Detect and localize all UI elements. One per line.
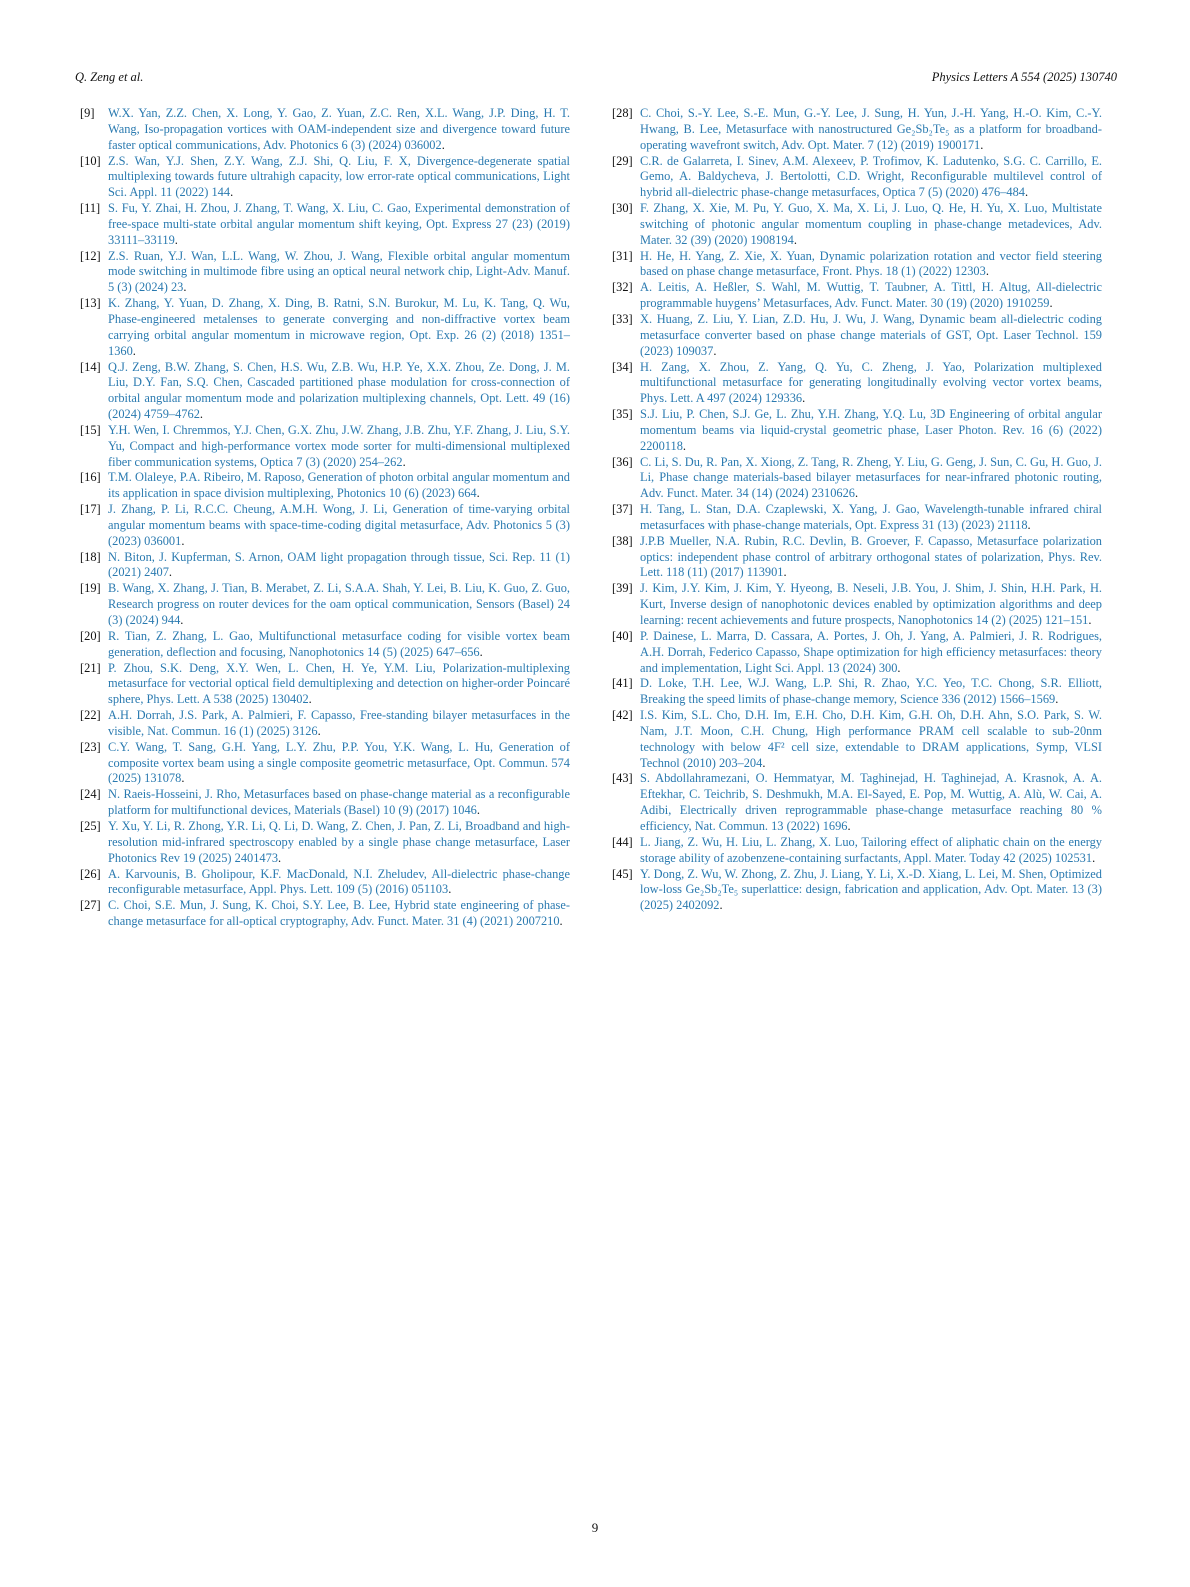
reference-number: [17]: [80, 502, 101, 517]
reference-number: [10]: [80, 153, 101, 168]
reference-item: [19] B. Wang, X. Zhang, J. Tian, B. Merabet, Z. Li, S.A.A. Shah, Y. Lei, B. Liu, K. Guo, Z. Guo, Research progress on router devices for the oam optical communication, Sensors (Basel) 24 (3) (2024) 944.: [80, 581, 570, 627]
reference-link[interactable]: S. Abdollahramezani, O. Hemmatyar, M. Taghinejad, H. Taghinejad, A. Krasnok, A. A. Eftekhar, C. Teichrib, S. Deshmukh, M.A. El-Sayed, E. Pop, M. Wuttig, A. Alù, W. Cai, A. Adibi, Electrically driven reprogrammable phase-change metasurface reaching 80 % efficiency, Nat. Commun. 13 (2022) 1696: [640, 771, 1102, 833]
reference-number: [35]: [612, 407, 633, 422]
reference-number: [18]: [80, 549, 101, 564]
reference-item: [16] T.M. Olaleye, P.A. Ribeiro, M. Raposo, Generation of photon orbital angular momentum and its application in space division multiplexing, Photonics 10 (6) (2023) 664.: [80, 470, 570, 501]
reference-number: [19]: [80, 581, 101, 596]
reference-link[interactable]: H. Tang, L. Stan, D.A. Czaplewski, X. Yang, J. Gao, Wavelength-tunable infrared chiral metasurfaces with phase-change materials, Opt. Express 31 (13) (2023) 21118: [640, 502, 1102, 532]
reference-item: [17] J. Zhang, P. Li, R.C.C. Cheung, A.M.H. Wong, J. Li, Generation of time-varying orbital angular momentum beams with space-time-coding digital metasurface, Adv. Photonics 5 (3) (2023) 036001.: [80, 502, 570, 548]
reference-link[interactable]: Y. Xu, Y. Li, R. Zhong, Y.R. Li, Q. Li, D. Wang, Z. Chen, J. Pan, Z. Li, Broadband and high-resolution mid-infrared spectroscopy enabled by a single phase change metasurface, Laser Photonics Rev 19 (2025) 2401473: [108, 818, 570, 865]
reference-number: [23]: [80, 739, 101, 754]
reference-item: [37] H. Tang, L. Stan, D.A. Czaplewski, X. Yang, J. Gao, Wavelength-tunable infrared chiral metasurfaces with phase-change materials, Opt. Express 31 (13) (2023) 21118.: [612, 502, 1102, 532]
reference-link[interactable]: J. Zhang, P. Li, R.C.C. Cheung, A.M.H. Wong, J. Li, Generation of time-varying orbital angular momentum beams with space-time-coding digital metasurface, Adv. Photonics 5 (3) (2023) 036001: [108, 502, 570, 548]
reference-link[interactable]: Y.H. Wen, I. Chremmos, Y.J. Chen, G.X. Zhu, J.W. Zhang, J.B. Zhu, Y.F. Zhang, J. Liu, S.Y. Yu, Compact and high-performance vortex mode sorter for multi-dimensional multiplexed fiber communication systems, Optica 7 (3) (2020) 254–262: [108, 422, 570, 469]
reference-item: [31] H. He, H. Yang, Z. Xie, X. Yuan, Dynamic polarization rotation and vector field steering based on phase change metasurface, Front. Phys. 18 (1) (2022) 12303.: [612, 248, 1102, 279]
reference-number: [43]: [612, 771, 633, 786]
reference-link[interactable]: B. Wang, X. Zhang, J. Tian, B. Merabet, Z. Li, S.A.A. Shah, Y. Lei, B. Liu, K. Guo, Z. Guo, Research progress on router devices for the oam optical communication, Sensors (Basel) 24 (3) (2024) 944: [108, 581, 570, 627]
reference-number: [39]: [612, 581, 633, 596]
reference-item: [36] C. Li, S. Du, R. Pan, X. Xiong, Z. Tang, R. Zheng, Y. Liu, G. Geng, J. Sun, C. Gu, H. Guo, J. Li, Phase change materials-based bilayer metasurfaces for near-infrared photonic routing, Adv. Funct. Mater. 34 (14) (2024) 2310626.: [612, 454, 1102, 501]
reference-link[interactable]: L. Jiang, Z. Wu, H. Liu, L. Zhang, X. Luo, Tailoring effect of aliphatic chain on the energy storage ability of azobenzene-containing surfactants, Appl. Mater. Today 42 (2025) 102531: [640, 834, 1102, 865]
reference-link[interactable]: Q.J. Zeng, B.W. Zhang, S. Chen, H.S. Wu, Z.B. Wu, H.P. Ye, X.X. Zhou, Ze. Dong, J. M. Liu, D.Y. Fan, S.Q. Chen, Cascaded partitioned phase modulation for cross-connection of orbital angular momentum mode and polarization multiplexing channels, Opt. Lett. 49 (16) (2024) 4759–4762: [108, 359, 570, 422]
reference-link[interactable]: D. Loke, T.H. Lee, W.J. Wang, L.P. Shi, R. Zhao, Y.C. Yeo, T.C. Chong, S.R. Elliott, Breaking the speed limits of phase-change memory, Science 336 (2012) 1566–1569: [640, 676, 1102, 707]
reference-number: [31]: [612, 248, 633, 263]
reference-item: [41] D. Loke, T.H. Lee, W.J. Wang, L.P. Shi, R. Zhao, Y.C. Yeo, T.C. Chong, S.R. Elliott, Breaking the speed limits of phase-change memory, Science 336 (2012) 1566–1569.: [612, 676, 1102, 707]
reference-item: [9] W.X. Yan, Z.Z. Chen, X. Long, Y. Gao, Z. Yuan, Z.C. Ren, X.L. Wang, J.P. Ding, H. T. Wang, Iso-propagation vortices with OAM-independent size and divergence toward future faster optical communications, Adv. Photonics 6 (3) (2024) 036002.: [80, 106, 570, 152]
running-header: [75, 70, 1117, 88]
reference-number: [45]: [612, 866, 633, 881]
reference-item: [18] N. Biton, J. Kupferman, S. Arnon, OAM light propagation through tissue, Sci. Rep. 11 (1) (2021) 2407.: [80, 549, 570, 580]
reference-item: [45] Y. Dong, Z. Wu, W. Zhong, Z. Zhu, J. Liang, Y. Li, X.-D. Xiang, L. Lei, M. Shen, Optimized low-loss Ge₂Sb₂Te₅ superlattice: design, fabrication and application, Adv. Opt. Mater. 13 (3) (2025) 2402092.: [612, 866, 1102, 913]
reference-number: [42]: [612, 708, 633, 723]
reference-number: [27]: [80, 898, 101, 913]
reference-item: [42] I.S. Kim, S.L. Cho, D.H. Im, E.H. Cho, D.H. Kim, G.H. Oh, D.H. Ahn, S.O. Park, S. W. Nam, J.T. Moon, C.H. Chung, High performance PRAM cell scalable to sub-20nm technology with below 4F² cell size, extendable to DRAM applications, Symp, VLSI Technol (2010) 203–204.: [612, 708, 1102, 770]
reference-number: [24]: [80, 787, 101, 802]
reference-number: [22]: [80, 708, 101, 723]
reference-item: [27] C. Choi, S.E. Mun, J. Sung, K. Choi, S.Y. Lee, B. Lee, Hybrid state engineering of phase-change metasurface for all-optical cryptography, Adv. Funct. Mater. 31 (4) (2021) 2007210.: [80, 898, 570, 929]
header-journal: Physics Letters A 554 (2025) 130740: [931, 70, 1117, 84]
reference-item: [40] P. Dainese, L. Marra, D. Cassara, A. Portes, J. Oh, J. Yang, A. Palmieri, J. R. Rodrigues, A.H. Dorrah, Federico Capasso, Shape optimization for high efficiency metasurfaces: theory and implementation, Light Sci. Appl. 13 (2024) 300.: [612, 628, 1102, 675]
reference-link[interactable]: C. Choi, S.-Y. Lee, S.-E. Mun, G.-Y. Lee, J. Sung, H. Yun, J.-H. Yang, H.-O. Kim, C.-Y. Hwang, B. Lee, Metasurface with nanostructured Ge₂Sb₂Te₅ as a platform for broadband-operating wavefront switch, Adv. Opt. Mater. 7 (12) (2019) 1900171: [640, 106, 1102, 152]
reference-link[interactable]: R. Tian, Z. Zhang, L. Gao, Multifunctional metasurface coding for visible vortex beam generation, deflection and focusing, Nanophotonics 14 (5) (2025) 647–656: [108, 628, 570, 659]
reference-number: [9]: [80, 106, 95, 120]
reference-link[interactable]: Z.S. Ruan, Y.J. Wan, L.L. Wang, W. Zhou, J. Wang, Flexible orbital angular momentum mode switching in multimode fibre using an optical neural network chip, Light-Adv. Manuf. 5 (3) (2024) 23: [108, 248, 570, 295]
reference-link[interactable]: X. Huang, Z. Liu, Y. Lian, Z.D. Hu, J. Wu, J. Wang, Dynamic beam all-dielectric coding metasurface converter based on phase change materials of GST, Opt. Laser Technol. 159 (2023) 109037: [640, 311, 1102, 358]
reference-number: [14]: [80, 359, 101, 374]
reference-item: [39] J. Kim, J.Y. Kim, J. Kim, Y. Hyeong, B. Neseli, J.B. You, J. Shim, J. Shin, H.H. Park, H. Kurt, Inverse design of nanophotonic devices enabled by optimization algorithms and deep learning: recent achievements and future prospects, Nanophotonics 14 (2) (2025) 121–151.: [612, 581, 1102, 627]
reference-link[interactable]: N. Biton, J. Kupferman, S. Arnon, OAM light propagation through tissue, Sci. Rep. 11 (1) (2021) 2407: [108, 549, 570, 580]
reference-item: [24] N. Raeis-Hosseini, J. Rho, Metasurfaces based on phase-change material as a reconfigurable platform for multifunctional devices, Materials (Basel) 10 (9) (2017) 1046.: [80, 787, 570, 818]
reference-item: [11] S. Fu, Y. Zhai, H. Zhou, J. Zhang, T. Wang, X. Liu, C. Gao, Experimental demonstration of free-space multi-state orbital angular momentum shift keying, Opt. Express 27 (23) (2019) 33111–33119.: [80, 201, 570, 247]
reference-number: [12]: [80, 248, 101, 263]
header-authors: Q. Zeng et al.: [75, 70, 144, 84]
reference-item: [29] C.R. de Galarreta, I. Sinev, A.M. Alexeev, P. Trofimov, K. Ladutenko, S.G. C. Carrillo, E. Gemo, A. Baldycheva, J. Bertolotti, C.D. Wright, Reconfigurable multilevel control of hybrid all-dielectric phase-change metasurfaces, Optica 7 (5) (2020) 476–484.: [612, 153, 1102, 200]
reference-item: [30] F. Zhang, X. Xie, M. Pu, Y. Guo, X. Ma, X. Li, J. Luo, Q. He, H. Yu, X. Luo, Multistate switching of photonic angular momentum coupling in phase-change metadevices, Adv. Mater. 32 (39) (2020) 1908194.: [612, 201, 1102, 247]
reference-link[interactable]: A. Karvounis, B. Gholipour, K.F. MacDonald, N.I. Zheludev, All-dielectric phase-change reconfigurable metasurface, Appl. Phys. Lett. 109 (5) (2016) 051103: [108, 866, 570, 897]
reference-number: [36]: [612, 454, 633, 469]
reference-link[interactable]: A.H. Dorrah, J.S. Park, A. Palmieri, F. Capasso, Free-standing bilayer metasurfaces in the visible, Nat. Commun. 16 (1) (2025) 3126: [108, 708, 570, 738]
reference-number: [29]: [612, 153, 633, 168]
reference-item: [38] J.P.B Mueller, N.A. Rubin, R.C. Devlin, B. Groever, F. Capasso, Metasurface polarization optics: independent phase control of arbitrary orthogonal states of polarization, Phys. Rev. Lett. 118 (11) (2017) 113901.: [612, 533, 1102, 580]
reference-item: [35] S.J. Liu, P. Chen, S.J. Ge, L. Zhu, Y.H. Zhang, Y.Q. Lu, 3D Engineering of orbital angular momentum beams via liquid-crystal geometric phase, Laser Photon. Rev. 16 (6) (2022) 2200118.: [612, 407, 1102, 453]
reference-item: [34] H. Zang, X. Zhou, Z. Yang, Q. Yu, C. Zheng, J. Yao, Polarization multiplexed multifunctional metasurface for generating longitudinally evolving vector vortex beams, Phys. Lett. A 497 (2024) 129336.: [612, 359, 1102, 406]
reference-item: [25] Y. Xu, Y. Li, R. Zhong, Y.R. Li, Q. Li, D. Wang, Z. Chen, J. Pan, Z. Li, Broadband and high-resolution mid-infrared spectroscopy enabled by a single phase change metasurface, Laser Photonics Rev 19 (2025) 2401473.: [80, 818, 570, 865]
reference-link[interactable]: J.P.B Mueller, N.A. Rubin, R.C. Devlin, B. Groever, F. Capasso, Metasurface polarization optics: independent phase control of arbitrary orthogonal states of polarization, Phys. Rev. Lett. 118 (11) (2017) 113901: [640, 533, 1102, 580]
reference-number: [28]: [612, 106, 633, 120]
reference-link[interactable]: F. Zhang, X. Xie, M. Pu, Y. Guo, X. Ma, X. Li, J. Luo, Q. He, H. Yu, X. Luo, Multistate switching of photonic angular momentum coupling in phase-change metadevices, Adv. Mater. 32 (39) (2020) 1908194: [640, 201, 1102, 247]
reference-item: [44] L. Jiang, Z. Wu, H. Liu, L. Zhang, X. Luo, Tailoring effect of aliphatic chain on the energy storage ability of azobenzene-containing surfactants, Appl. Mater. Today 42 (2025) 102531.: [612, 834, 1102, 865]
reference-number: [20]: [80, 628, 101, 643]
reference-link[interactable]: C.R. de Galarreta, I. Sinev, A.M. Alexeev, P. Trofimov, K. Ladutenko, S.G. C. Carrillo, E. Gemo, A. Baldycheva, J. Bertolotti, C.D. Wright, Reconfigurable multilevel control of hybrid all-dielectric phase-change metasurfaces, Optica 7 (5) (2020) 476–484: [640, 153, 1102, 200]
reference-link[interactable]: H. He, H. Yang, Z. Xie, X. Yuan, Dynamic polarization rotation and vector field steering based on phase change metasurface, Front. Phys. 18 (1) (2022) 12303: [640, 248, 1102, 279]
reference-number: [11]: [80, 201, 101, 216]
reference-link[interactable]: S. Fu, Y. Zhai, H. Zhou, J. Zhang, T. Wang, X. Liu, C. Gao, Experimental demonstration of free-space multi-state orbital angular momentum shift keying, Opt. Express 27 (23) (2019) 33111–33119: [108, 201, 570, 247]
reference-item: [13] K. Zhang, Y. Yuan, D. Zhang, X. Ding, B. Ratni, S.N. Burokur, M. Lu, K. Tang, Q. Wu, Phase-engineered metalenses to generate converging and non-diffractive vortex beam carrying orbital angular momentum in microwave region, Opt. Exp. 26 (2) (2018) 1351–1360.: [80, 296, 570, 358]
reference-link[interactable]: W.X. Yan, Z.Z. Chen, X. Long, Y. Gao, Z. Yuan, Z.C. Ren, X.L. Wang, J.P. Ding, H. T. Wang, Iso-propagation vortices with OAM-independent size and divergence toward future faster optical communications, Adv. Photonics 6 (3) (2024) 036002: [108, 106, 570, 152]
reference-item: [23] C.Y. Wang, T. Sang, G.H. Yang, L.Y. Zhu, P.P. You, Y.K. Wang, L. Hu, Generation of composite vortex beam using a single composite geometric metasurface, Opt. Commun. 574 (2025) 131078.: [80, 739, 570, 786]
reference-number: [32]: [612, 280, 633, 295]
reference-number: [21]: [80, 660, 101, 675]
reference-item: [20] R. Tian, Z. Zhang, L. Gao, Multifunctional metasurface coding for visible vortex beam generation, deflection and focusing, Nanophotonics 14 (5) (2025) 647–656.: [80, 628, 570, 659]
reference-number: [16]: [80, 470, 101, 485]
reference-item: [21] P. Zhou, S.K. Deng, X.Y. Wen, L. Chen, H. Ye, Y.M. Liu, Polarization-multiplexing metasurface for vectorial optical field demultiplexing and detection on higher-order Poincaré sphere, Phys. Lett. A 538 (2025) 130402.: [80, 660, 570, 707]
reference-number: [44]: [612, 834, 633, 849]
reference-number: [13]: [80, 296, 101, 311]
reference-number: [33]: [612, 311, 633, 326]
reference-link[interactable]: P. Dainese, L. Marra, D. Cassara, A. Portes, J. Oh, J. Yang, A. Palmieri, J. R. Rodrigues, A.H. Dorrah, Federico Capasso, Shape optimization for high efficiency metasurfaces: theory and implementation, Light Sci. Appl. 13 (2024) 300: [640, 628, 1102, 675]
reference-item: [26] A. Karvounis, B. Gholipour, K.F. MacDonald, N.I. Zheludev, All-dielectric phase-change reconfigurable metasurface, Appl. Phys. Lett. 109 (5) (2016) 051103.: [80, 866, 570, 897]
reference-item: [28] C. Choi, S.-Y. Lee, S.-E. Mun, G.-Y. Lee, J. Sung, H. Yun, J.-H. Yang, H.-O. Kim, C.-Y. Hwang, B. Lee, Metasurface with nanostructured Ge₂Sb₂Te₅ as a platform for broadband-operating wavefront switch, Adv. Opt. Mater. 7 (12) (2019) 1900171.: [612, 106, 1102, 152]
reference-link[interactable]: K. Zhang, Y. Yuan, D. Zhang, X. Ding, B. Ratni, S.N. Burokur, M. Lu, K. Tang, Q. Wu, Phase-engineered metalenses to generate converging and non-diffractive vortex beam carrying orbital angular momentum in microwave region, Opt. Exp. 26 (2) (2018) 1351–1360: [108, 296, 570, 358]
reference-item: [14] Q.J. Zeng, B.W. Zhang, S. Chen, H.S. Wu, Z.B. Wu, H.P. Ye, X.X. Zhou, Ze. Dong, J. M. Liu, D.Y. Fan, S.Q. Chen, Cascaded partitioned phase modulation for cross-connection of orbital angular momentum mode and polarization multiplexing channels, Opt. Lett. 49 (16) (2024) 4759–4762.: [80, 359, 570, 422]
reference-link[interactable]: C. Choi, S.E. Mun, J. Sung, K. Choi, S.Y. Lee, B. Lee, Hybrid state engineering of phase-change metasurface for all-optical cryptography, Adv. Funct. Mater. 31 (4) (2021) 2007210: [108, 898, 570, 929]
reference-item: [12] Z.S. Ruan, Y.J. Wan, L.L. Wang, W. Zhou, J. Wang, Flexible orbital angular momentum mode switching in multimode fibre using an optical neural network chip, Light-Adv. Manuf. 5 (3) (2024) 23.: [80, 248, 570, 295]
reference-number: [25]: [80, 818, 101, 833]
reference-number: [30]: [612, 201, 633, 216]
reference-number: [37]: [612, 502, 633, 517]
references-left-column: [80, 106, 570, 930]
reference-item: [10] Z.S. Wan, Y.J. Shen, Z.Y. Wang, Z.J. Shi, Q. Liu, F. X, Divergence-degenerate spatial multiplexing towards future ultrahigh capacity, low error-rate optical communications, Light Sci. Appl. 11 (2022) 144.: [80, 153, 570, 200]
reference-number: [38]: [612, 533, 633, 548]
reference-link[interactable]: Y. Dong, Z. Wu, W. Zhong, Z. Zhu, J. Liang, Y. Li, X.-D. Xiang, L. Lei, M. Shen, Optimized low-loss Ge₂Sb₂Te₅ superlattice: design, fabrication and application, Adv. Opt. Mater. 13 (3) (2025) 2402092: [640, 866, 1102, 913]
reference-item: [33] X. Huang, Z. Liu, Y. Lian, Z.D. Hu, J. Wu, J. Wang, Dynamic beam all-dielectric coding metasurface converter based on phase change materials of GST, Opt. Laser Technol. 159 (2023) 109037.: [612, 311, 1102, 358]
reference-item: [15] Y.H. Wen, I. Chremmos, Y.J. Chen, G.X. Zhu, J.W. Zhang, J.B. Zhu, Y.F. Zhang, J. Liu, S.Y. Yu, Compact and high-performance vortex mode sorter for multi-dimensional multiplexed fiber communication systems, Optica 7 (3) (2020) 254–262.: [80, 422, 570, 469]
reference-number: [40]: [612, 628, 633, 643]
reference-number: [34]: [612, 359, 633, 374]
reference-link[interactable]: I.S. Kim, S.L. Cho, D.H. Im, E.H. Cho, D.H. Kim, G.H. Oh, D.H. Ahn, S.O. Park, S. W. Nam, J.T. Moon, C.H. Chung, High performance PRAM cell scalable to sub-20nm technology with below 4F² cell size, extendable to DRAM applications, Symp, VLSI Technol (2010) 203–204: [640, 708, 1102, 770]
reference-link[interactable]: C.Y. Wang, T. Sang, G.H. Yang, L.Y. Zhu, P.P. You, Y.K. Wang, L. Hu, Generation of composite vortex beam using a single composite geometric metasurface, Opt. Commun. 574 (2025) 131078: [108, 739, 570, 786]
reference-link[interactable]: N. Raeis-Hosseini, J. Rho, Metasurfaces based on phase-change material as a reconfigurable platform for multifunctional devices, Materials (Basel) 10 (9) (2017) 1046: [108, 787, 570, 818]
reference-link[interactable]: T.M. Olaleye, P.A. Ribeiro, M. Raposo, Generation of photon orbital angular momentum and its application in space division multiplexing, Photonics 10 (6) (2023) 664: [108, 470, 570, 501]
reference-number: [15]: [80, 422, 101, 437]
reference-link[interactable]: S.J. Liu, P. Chen, S.J. Ge, L. Zhu, Y.H. Zhang, Y.Q. Lu, 3D Engineering of orbital angular momentum beams via liquid-crystal geometric phase, Laser Photon. Rev. 16 (6) (2022) 2200118: [640, 407, 1102, 453]
page-number: 9: [591, 1520, 599, 1535]
reference-item: [43] S. Abdollahramezani, O. Hemmatyar, M. Taghinejad, H. Taghinejad, A. Krasnok, A. A. Eftekhar, C. Teichrib, S. Deshmukh, M.A. El-Sayed, E. Pop, M. Wuttig, A. Alù, W. Cai, A. Adibi, Electrically driven reprogrammable phase-change metasurface reaching 80 % efficiency, Nat. Commun. 13 (2022) 1696.: [612, 771, 1102, 833]
reference-link[interactable]: J. Kim, J.Y. Kim, J. Kim, Y. Hyeong, B. Neseli, J.B. You, J. Shim, J. Shin, H.H. Park, H. Kurt, Inverse design of nanophotonic devices enabled by optimization algorithms and deep learning: recent achievements and future prospects, Nanophotonics 14 (2) (2025) 121–151: [640, 581, 1102, 627]
references-right-column: [612, 106, 1102, 914]
reference-link[interactable]: Z.S. Wan, Y.J. Shen, Z.Y. Wang, Z.J. Shi, Q. Liu, F. X, Divergence-degenerate spatial multiplexing towards future ultrahigh capacity, low error-rate optical communications, Light Sci. Appl. 11 (2022) 144: [108, 153, 570, 200]
reference-number: [41]: [612, 676, 633, 691]
reference-link[interactable]: A. Leitis, A. Heßler, S. Wahl, M. Wuttig, T. Taubner, A. Tittl, H. Altug, All-dielectric programmable huygens’ Metasurfaces, Adv. Funct. Mater. 30 (19) (2020) 1910259: [640, 280, 1102, 311]
reference-number: [26]: [80, 866, 101, 881]
reference-link[interactable]: P. Zhou, S.K. Deng, X.Y. Wen, L. Chen, H. Ye, Y.M. Liu, Polarization-multiplexing metasurface for vectorial optical field demultiplexing and detection on higher-order Poincaré sphere, Phys. Lett. A 538 (2025) 130402: [108, 660, 570, 707]
reference-link[interactable]: H. Zang, X. Zhou, Z. Yang, Q. Yu, C. Zheng, J. Yao, Polarization multiplexed multifunctional metasurface for generating longitudinally evolving vector vortex beams, Phys. Lett. A 497 (2024) 129336: [640, 359, 1102, 406]
reference-item: [22] A.H. Dorrah, J.S. Park, A. Palmieri, F. Capasso, Free-standing bilayer metasurfaces in the visible, Nat. Commun. 16 (1) (2025) 3126.: [80, 708, 570, 738]
reference-item: [32] A. Leitis, A. Heßler, S. Wahl, M. Wuttig, T. Taubner, A. Tittl, H. Altug, All-dielectric programmable huygens’ Metasurfaces, Adv. Funct. Mater. 30 (19) (2020) 1910259.: [612, 280, 1102, 311]
reference-link[interactable]: C. Li, S. Du, R. Pan, X. Xiong, Z. Tang, R. Zheng, Y. Liu, G. Geng, J. Sun, C. Gu, H. Guo, J. Li, Phase change materials-based bilayer metasurfaces for near-infrared photonic routing, Adv. Funct. Mater. 34 (14) (2024) 2310626: [640, 454, 1102, 501]
